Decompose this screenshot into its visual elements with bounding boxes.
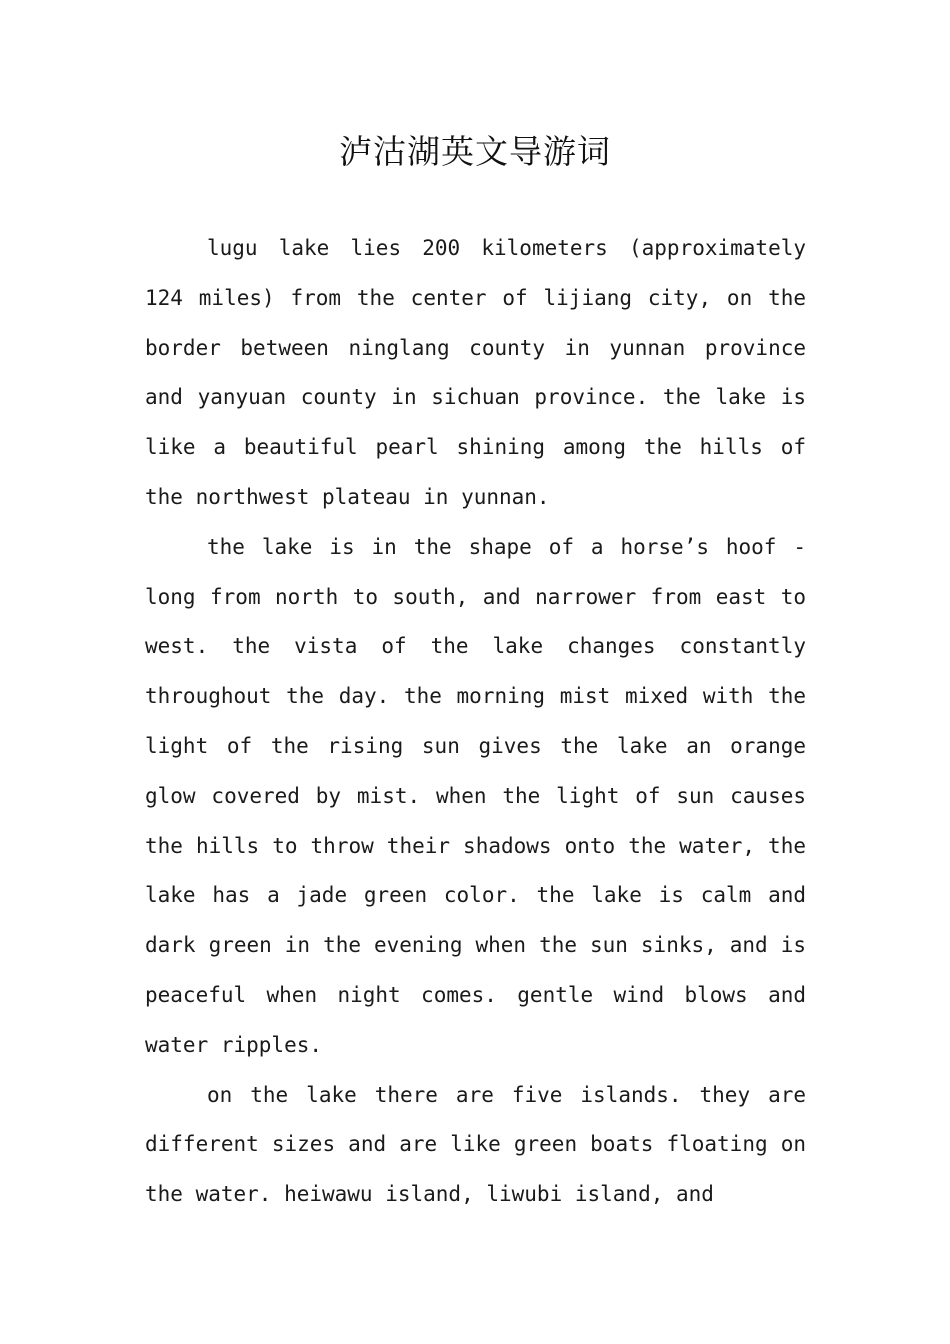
paragraph: the lake is in the shape of a horse’s hoof - long from north to south, and narrower from east to west. the vista of the lake changes constantly throughout the day. the morning mist mixed with the light of the rising sun gives the lake an orange glow covered by mist. when the light of sun causes the hills to throw their shadows onto the water, the lake has a jade green color. the lake is calm and dark green in the evening when the sun sinks, and is peaceful when night comes. gentle wind blows and water ripples. [145, 534, 806, 1057]
document-body [145, 224, 806, 1220]
document-title: 泸沽湖英文导游词 [339, 132, 611, 171]
paragraph: on the lake there are five islands. they are different sizes and are like green boats floating on the water. heiwawu island, liwubi island, and [145, 1082, 806, 1207]
paragraph: lugu lake lies 200 kilometers (approximately 124 miles) from the center of lijiang city, on the border between ninglang county in yunnan province and yanyuan county in sichuan province. the lake is like a beautiful pearl shining among the hills of the northwest plateau in yunnan. [145, 236, 806, 509]
